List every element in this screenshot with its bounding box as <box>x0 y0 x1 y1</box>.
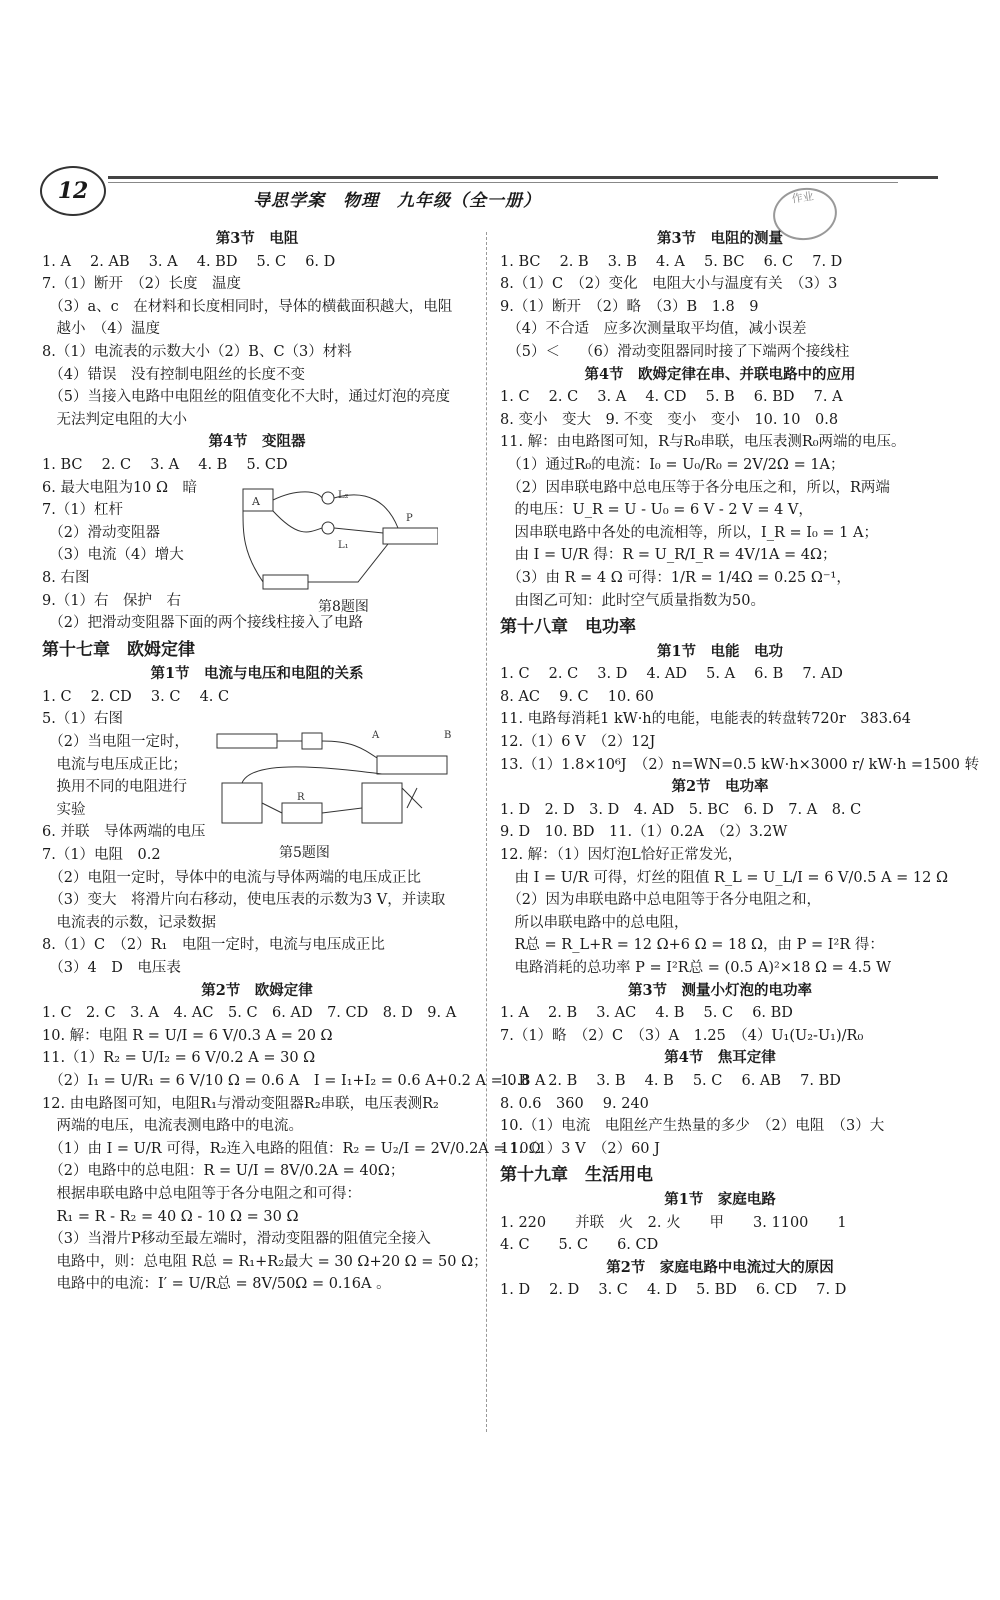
answer-line: 8. 变小 变大 9. 不变 变小 变小 10. 10 0.8 <box>500 411 839 428</box>
answer-line: 11. 解：由电路图可知，R与R₀串联，电压表测R₀两端的电压。 <box>500 434 906 451</box>
answer-line: 1. BC 2. C 3. A 4. B 5. CD <box>42 456 288 473</box>
answer-line: 11.（1）3 V （2）60 J <box>500 1140 660 1157</box>
answer-line: 的电压：U_R = U - U₀ = 6 V - 2 V = 4 V， <box>500 502 813 519</box>
answer-line: （1）通过R₀的电流：I₀ = U₀/R₀ = 2V/2Ω = 1A； <box>500 456 845 473</box>
chapter-heading: 第十九章 生活用电 <box>500 1165 653 1186</box>
answer-line: R总 = R_L+R = 12 Ω+6 Ω = 18 Ω，由 P = I²R 得： <box>500 937 884 954</box>
answer-line: 7.（1）断开 （2）长度 温度 <box>42 276 242 293</box>
answer-line: 9. D 10. BD 11.（1）0.2A （2）3.2W <box>500 824 788 841</box>
page-number: 12 <box>40 166 106 216</box>
answer-line: 9.（1）断开 （2）略 （3）B 1.8 9 <box>500 298 759 315</box>
answer-line: 12. 由电路图可知，电阻R₁与滑动变阻器R₂串联，电压表测R₂ <box>42 1095 439 1112</box>
chapter-heading: 第十七章 欧姆定律 <box>42 639 195 660</box>
homework-stamp: 作业 <box>770 184 841 244</box>
answer-line: （2）因串联电路中总电压等于各分电压之和，所以，R两端 <box>500 479 890 496</box>
answer-line: 10. 解：电阻 R = U/I = 6 V/0.3 A = 20 Ω <box>42 1027 333 1044</box>
answer-line: 8.（1）电流表的示数大小（2）B、C（3）材料 <box>42 343 352 360</box>
answer-line: 由 I = U/R 得：R = U_R/I_R = 4V/1A = 4Ω； <box>500 547 837 564</box>
answer-line: 8.（1）C （2）R₁ 电阻一定时，电流与电压成正比 <box>42 937 385 954</box>
answer-line: （2）电路中的总电阻：R = U/I = 8V/0.2A = 40Ω； <box>42 1163 405 1180</box>
answer-line: 11.（1）R₂ = U/I₂ = 6 V/0.2 A = 30 Ω <box>42 1050 316 1067</box>
answer-line: 7.（1）略 （2）C （3）A 1.25 （4）U₁(U₂-U₁)/R₀ <box>500 1027 864 1044</box>
figure-caption-q8: 第8题图 <box>318 599 369 615</box>
answer-line: 电路中的电流：I′ = U/R总 = 8V/50Ω = 0.16A 。 <box>42 1276 391 1293</box>
answer-line: 越小 （4）温度 <box>42 321 160 338</box>
answer-line: 11. 电路每消耗1 kW·h的电能，电能表的转盘转720r 383.64 <box>500 711 911 728</box>
answer-line: （2）滑动变阻器 <box>42 524 160 541</box>
answer-line: 1. B 2. B 3. B 4. B 5. C 6. AB 7. BD <box>500 1072 841 1089</box>
page-header <box>38 160 938 225</box>
section-heading: 第1节 电能 电功 <box>656 642 784 660</box>
answer-line: （3）电流（4）增大 <box>42 547 184 564</box>
circuit-diagram-q5 <box>212 728 462 840</box>
svg-text:R: R <box>297 792 305 803</box>
answer-line: （5）＜ （6）滑动变阻器同时接了下端两个接线柱 <box>500 343 850 360</box>
section-heading: 第2节 电功率 <box>671 778 769 796</box>
answer-line: 1. C 2. C 3. A 4. AC 5. C 6. AD 7. CD 8. D 9. A <box>42 1005 457 1022</box>
header-rule <box>108 176 938 179</box>
answer-line: （3）a、c 在材料和长度相同时，导体的横截面积越大，电阻 <box>42 298 453 315</box>
answer-line: （3）由 R = 4 Ω 可得：1/R = 1/4Ω = 0.25 Ω⁻¹， <box>500 569 851 586</box>
svg-text:B: B <box>444 730 452 741</box>
section-heading: 第4节 欧姆定律在串、并联电路中的应用 <box>584 365 856 383</box>
answer-line: 无法判定电阻的大小 <box>42 411 187 428</box>
svg-text:L₂: L₂ <box>338 490 349 501</box>
section-heading: 第3节 电阻的测量 <box>656 230 784 247</box>
answer-line: （5）当接入电路中电阻丝的阻值变化不大时，通过灯泡的亮度 <box>42 389 450 406</box>
section-heading: 第1节 家庭电路 <box>664 1190 776 1208</box>
answer-line: 10.（1）电流 电阻丝产生热量的多少 （2）电阻 （3）大 <box>500 1118 885 1135</box>
answer-line: 由 I = U/R 可得，灯丝的阻值 R_L = U_L/I = 6 V/0.5 A = 12 Ω <box>500 869 948 886</box>
section-heading: 第4节 焦耳定律 <box>664 1049 776 1067</box>
section-heading: 第3节 测量小灯泡的电功率 <box>627 981 813 999</box>
section-heading: 第1节 电流与电压和电阻的关系 <box>150 665 364 683</box>
answer-line: （2）因为串联电路中总电阻等于各分电阻之和， <box>500 892 821 909</box>
header-rule-thin <box>108 182 898 183</box>
answer-line: 1. 220 并联 火 2. 火 甲 3. 1100 1 <box>500 1214 847 1231</box>
answer-line: 电路消耗的总功率 P = I²R总 = (0.5 A)²×18 Ω = 4.5 W <box>500 960 891 976</box>
answer-line: 4. C 5. C 6. CD <box>500 1237 659 1254</box>
answer-line: （2）把滑动变阻器下面的两个接线柱接入了电路 <box>42 615 363 632</box>
chapter-heading: 第十八章 电功率 <box>500 617 636 638</box>
answer-line: 1. A 2. AB 3. A 4. BD 5. C 6. D <box>42 253 336 270</box>
answer-line: 由图乙可知：此时空气质量指数为50。 <box>500 592 765 609</box>
figure-caption-q5: 第5题图 <box>279 845 330 861</box>
circuit-q5-drawing <box>212 728 462 840</box>
answer-line: （2）I₁ = U/R₁ = 6 V/10 Ω = 0.6 A I = I₁+I₂ = 0.6 A+0.2 A = 0.8 A <box>42 1072 546 1089</box>
answer-line: 1. C 2. CD 3. C 4. C <box>42 688 230 705</box>
answer-line: 换用不同的电阻进行 <box>42 779 187 796</box>
answer-line: 因串联电路中各处的电流相等，所以，I_R = I₀ = 1 A； <box>500 524 878 541</box>
svg-text:A: A <box>372 730 380 741</box>
answer-line: 5.（1）右图 <box>42 711 124 728</box>
answer-line: 1. A 2. B 3. AC 4. B 5. C 6. BD <box>500 1005 793 1022</box>
answer-line: 1. D 2. D 3. D 4. AD 5. BC 6. D 7. A 8. C <box>500 801 862 818</box>
answer-line: 实验 <box>42 801 86 818</box>
answer-line: （2）当电阻一定时， <box>42 734 189 751</box>
svg-text:A: A <box>252 495 260 508</box>
answer-line: 7.（1）电阻 0.2 <box>42 847 161 864</box>
answer-line: 1. D 2. D 3. C 4. D 5. BD 6. CD 7. D <box>500 1282 847 1299</box>
section-heading: 第3节 电阻 <box>215 230 299 247</box>
svg-text:P: P <box>406 513 413 524</box>
answer-line: 6. 最大电阻为10 Ω 暗 <box>42 479 198 496</box>
answer-line: R₁ = R - R₂ = 40 Ω - 10 Ω = 30 Ω <box>42 1208 299 1225</box>
answer-line: 12.（1）6 V （2）12J <box>500 734 656 751</box>
header-title: 导思学案 物理 九年级（全一册） <box>253 191 541 211</box>
answer-line: 6. 并联 导体两端的电压 <box>42 824 206 841</box>
answer-line: 所以串联电路中的总电阻， <box>500 914 689 931</box>
answer-line: 1. C 2. C 3. A 4. CD 5. B 6. BD 7. A <box>500 389 843 406</box>
answer-line: 根据串联电路中总电阻等于各分电阻之和可得： <box>42 1185 361 1202</box>
section-heading: 第2节 欧姆定律 <box>201 981 313 999</box>
circuit-diagram-q8 <box>238 483 438 593</box>
answer-line: 1. C 2. C 3. D 4. AD 5. A 6. B 7. AD <box>500 666 843 683</box>
answer-line: 8.（1）C （2）变化 电阻大小与温度有关 （3）3 <box>500 276 838 293</box>
section-heading: 第2节 家庭电路中电流过大的原因 <box>606 1258 834 1276</box>
right-column <box>500 228 980 1302</box>
answer-line: 两端的电压，电流表测电路中的电流。 <box>42 1118 303 1135</box>
column-divider <box>486 232 487 1432</box>
answer-line: 1. BC 2. B 3. B 4. A 5. BC 6. C 7. D <box>500 253 843 270</box>
answer-line: 8. 0.6 360 9. 240 <box>500 1095 649 1112</box>
answer-line: 13.（1）1.8×10⁶J （2）n=WN=0.5 kW·h×3000 r/ kW·h =1500 转 <box>500 756 980 773</box>
answer-line: （4）不合适 应多次测量取平均值，减小误差 <box>500 321 807 338</box>
section-heading: 第4节 变阻器 <box>208 433 306 451</box>
answer-line: 8. 右图 <box>42 569 90 586</box>
answer-line: 电路中，则：总电阻 R总 = R₁+R₂最大 = 30 Ω+20 Ω = 50 Ω； <box>42 1253 488 1270</box>
answer-line: 8. AC 9. C 10. 60 <box>500 688 654 705</box>
answer-line: 电流表的示数，记录数据 <box>42 914 216 931</box>
answer-line: （1）由 I = U/R 可得，R₂连入电路的阻值：R₂ = U₂/I = 2V/0.2A = 10Ω <box>42 1140 541 1157</box>
answer-line: （3）4 D 电压表 <box>42 960 181 976</box>
answer-line: （2）电阻一定时，导体中的电流与导体两端的电压成正比 <box>42 869 421 886</box>
answer-line: 9.（1）右 保护 右 <box>42 592 182 609</box>
svg-text:L₁: L₁ <box>338 540 349 551</box>
answer-line: （4）错误 没有控制电阻丝的长度不变 <box>42 366 305 383</box>
circuit-q8-drawing <box>238 483 438 593</box>
answer-line: 12. 解：（1）因灯泡L恰好正常发光， <box>500 847 743 864</box>
answer-line: （3）当滑片P移动至最左端时，滑动变阻器的阻值完全接入 <box>42 1231 431 1248</box>
answer-line: （3）变大 将滑片向右移动，使电压表的示数为3 V，并读取 <box>42 892 446 909</box>
answer-line: 电流与电压成正比； <box>42 756 187 773</box>
answer-line: 7.（1）杠杆 <box>42 502 124 519</box>
